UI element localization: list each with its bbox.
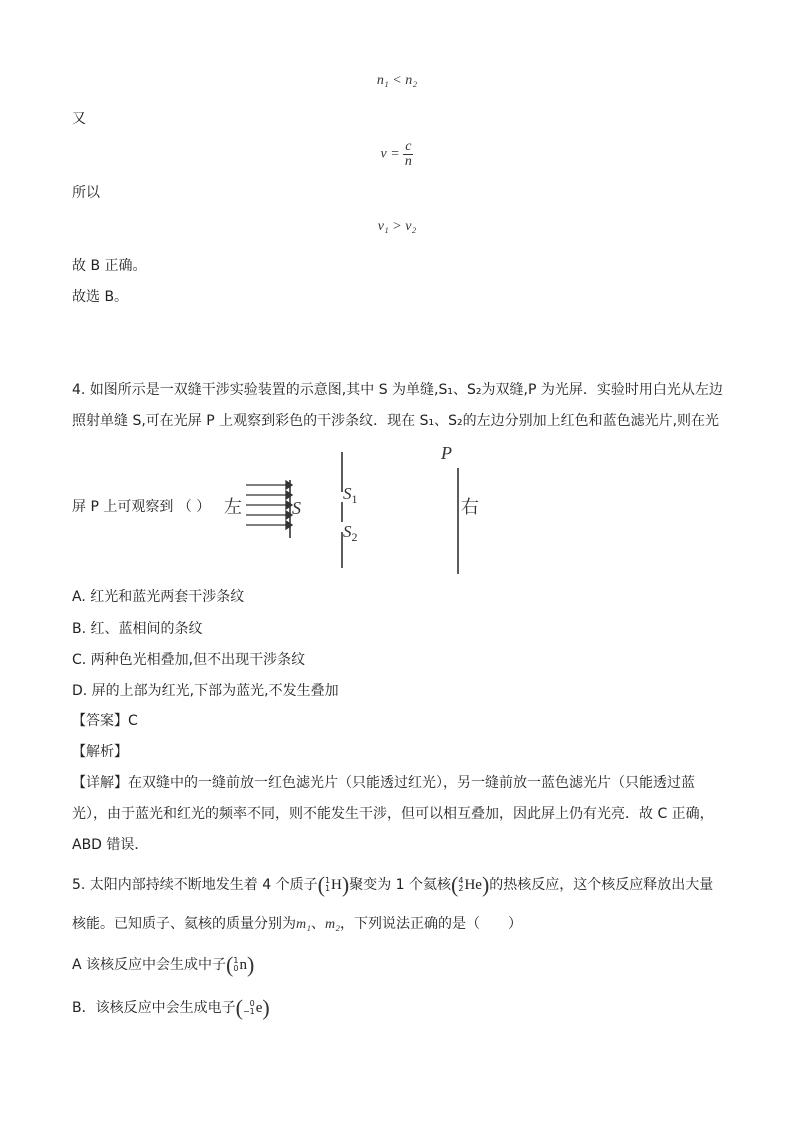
- nuclide-symbol: H: [331, 877, 342, 893]
- q5-option-a: [72, 952, 254, 978]
- analysis-tag: 【解析】: [72, 744, 128, 760]
- nuclide-charge: 1: [324, 884, 331, 893]
- arrow-head: [286, 481, 292, 489]
- equation-lhs: v =: [380, 146, 400, 162]
- neutron-nuclide: (1 0n): [226, 952, 255, 977]
- q4-option-b: B. 红、蓝相间的条纹: [72, 621, 203, 637]
- connector-text: 又: [72, 111, 86, 127]
- q5-option-b: [72, 995, 270, 1021]
- proton-nuclide: (1 1H): [317, 872, 350, 897]
- nuclide-symbol: He: [464, 877, 482, 893]
- q5-stem-c: 的热核反应，这个核反应释放出大量: [489, 877, 714, 893]
- q5-stem-b: 聚变为 1 个氦核: [349, 877, 452, 893]
- answer-line: [72, 711, 138, 731]
- nuclide-symbol: n: [239, 957, 247, 973]
- fraction-denominator: n: [404, 154, 412, 169]
- nuclide-charge: −1: [242, 1007, 255, 1016]
- helium-nuclide: (4 2He): [451, 872, 490, 897]
- q4-option-d: D. 屏的上部为红光,下部为蓝光,不发生叠加: [72, 683, 339, 699]
- q4-stem-line1: 4. 如图所示是一双缝干涉实验装置的示意图,其中 S 为单缝,S₁、S₂为双缝,P 为光屏．实验时用白光从左边: [72, 382, 723, 398]
- diagram-label-right: 右: [461, 497, 479, 517]
- separator: 、: [310, 916, 325, 932]
- arrow-head: [286, 521, 292, 529]
- nuclide-charge: 0: [233, 964, 239, 973]
- diagram-label-left: 左: [224, 497, 242, 517]
- nuclide-mass: 1: [233, 956, 239, 965]
- q4-option-a: A. 红光和蓝光两套干涉条纹: [72, 589, 245, 605]
- equation-refractive-index: n₁ < n₂: [376, 73, 418, 88]
- equation-speed: [0, 140, 794, 169]
- answer-value: C: [128, 713, 138, 729]
- q4-stem-line3: 屏 P 上可观察到 （ ）: [72, 499, 211, 515]
- nuclide-mass: 1: [324, 876, 331, 885]
- mass-m2: m₂: [324, 917, 340, 932]
- nuclide-symbol: e: [255, 1000, 263, 1016]
- q5-stem-line2: [72, 914, 522, 935]
- q4-stem-line2: 照射单缝 S,可在光屏 P 上观察到彩色的干涉条纹．现在 S₁、S₂的左边分别加上红色和蓝色滤光片,则在光: [72, 413, 720, 429]
- option-text: A 该核反应中会生成中子: [72, 957, 227, 973]
- connector-text: 所以: [72, 185, 100, 201]
- q5-stem-a: 5. 太阳内部持续不断地发生着 4 个质子: [72, 877, 318, 893]
- answer-tag: 【答案】: [72, 713, 128, 729]
- q4-option-c: C. 两种色光相叠加,但不出现干涉条纹: [72, 652, 306, 668]
- nuclide-charge: 2: [458, 884, 464, 893]
- incident-light-arrows: [246, 481, 292, 529]
- equation-speed-compare: v₁ > v₂: [377, 219, 417, 234]
- q5-stem-line1: [72, 872, 713, 898]
- detail-text: 在双缝中的一缝前放一红色滤光片（只能透过红光），另一缝前放一蓝色滤光片（只能透过蓝光），由于蓝光和红光的频率不同，则不能发生干涉，但可以相互叠加，因此屏上仍有光亮．故 C 正确，ABD 错误．: [72, 775, 714, 853]
- option-text: B．该核反应中会生成电子: [72, 1000, 236, 1016]
- label-S: S: [292, 498, 301, 518]
- nuclide-mass: 0: [249, 999, 255, 1008]
- q5-stem-line2-a: 核能。已知质子、氦核的质量分别为: [72, 916, 296, 932]
- choice-text: 故选 B。: [72, 289, 129, 305]
- fraction-numerator: c: [405, 139, 412, 154]
- double-slit-diagram: [220, 440, 490, 580]
- label-P: P: [441, 443, 452, 463]
- label-S2: $S_2$: [343, 522, 358, 544]
- label-S1: $S_1$: [343, 484, 358, 506]
- fraction: [403, 140, 413, 169]
- q5-stem-line2-b: ，下列说法正确的是（ ）: [339, 916, 522, 932]
- nuclide-mass: 4: [458, 876, 464, 885]
- detail-paragraph: [72, 768, 722, 861]
- conclusion-text: 故 B 正确。: [72, 258, 147, 274]
- mass-m1: m₁: [296, 917, 311, 932]
- detail-tag: 【详解】: [72, 775, 128, 791]
- electron-nuclide: ( 0 −1e): [235, 995, 270, 1020]
